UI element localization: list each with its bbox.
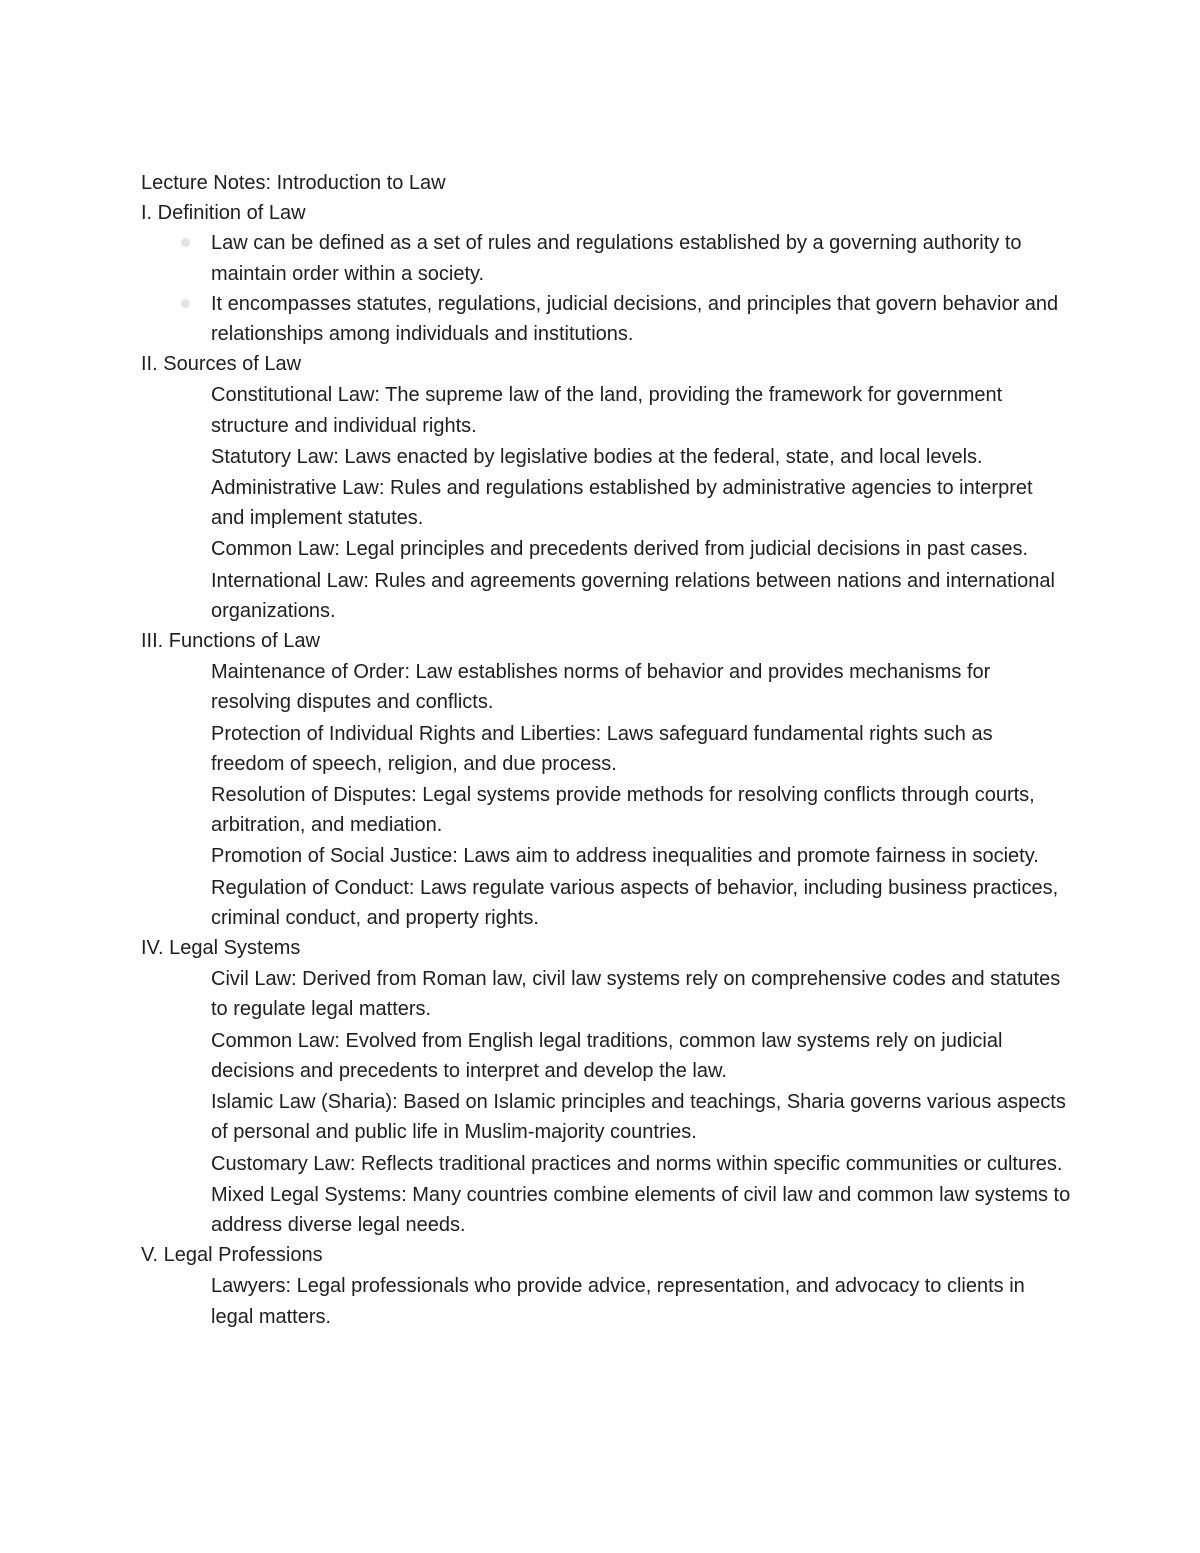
list-item: Promotion of Social Justice: Laws aim to address inequalities and promote fairness in society. [211,845,1039,868]
list-item: Common Law: Legal principles and precedents derived from judicial decisions in past cases. [211,538,1029,561]
item-list [141,1270,1071,1331]
section-definition-of-law [141,198,1071,349]
list-item: Customary Law: Reflects traditional practices and norms within specific communities or cultures. [211,1152,1063,1175]
section-heading: IV. Legal Systems [141,937,301,960]
bullet-item [141,228,1071,288]
section-heading: I. Definition of Law [141,202,306,225]
bullet-item [141,289,1071,349]
item-list [141,963,1071,1240]
item-list [141,379,1071,626]
list-item: Resolution of Disputes: Legal systems provide methods for resolving conflicts through courts, arbitration, and mediation. [211,784,1035,837]
section-functions-of-law [141,626,1071,933]
list-item: Constitutional Law: The supreme law of the land, providing the framework for government structure and individual rights. [211,384,1003,437]
document-title: Lecture Notes: Introduction to Law [141,172,446,194]
list-item: Statutory Law: Laws enacted by legislative bodies at the federal, state, and local levels. [211,445,983,468]
list-item: Protection of Individual Rights and Liberties: Laws safeguard fundamental rights such as freedom of speech, religion, and due process. [211,722,993,775]
list-item: Mixed Legal Systems: Many countries combine elements of civil law and common law systems to address diverse legal needs. [211,1183,1071,1236]
section-heading: V. Legal Professions [141,1244,323,1267]
section-legal-systems [141,933,1071,1240]
section-sources-of-law [141,349,1071,626]
list-item: Lawyers: Legal professionals who provide advice, representation, and advocacy to clients in legal matters. [211,1275,1025,1328]
list-item: Administrative Law: Rules and regulations established by administrative agencies to interpret and implement statutes. [211,477,1033,530]
section-heading: II. Sources of Law [141,353,302,376]
bullet-icon [181,299,190,308]
section-heading: III. Functions of Law [141,630,320,653]
document-page [141,168,1071,1332]
list-item: Civil Law: Derived from Roman law, civil law systems rely on comprehensive codes and statutes to regulate legal matters. [211,968,1061,1021]
list-item: Maintenance of Order: Law establishes norms of behavior and provides mechanisms for resolving disputes and conflicts. [211,661,991,714]
bullet-icon [181,238,190,247]
bullet-text: It encompasses statutes, regulations, judicial decisions, and principles that govern behavior and relationships among individuals and institutions. [211,292,1059,346]
list-item: Regulation of Conduct: Laws regulate various aspects of behavior, including business practices, criminal conduct, and property rights. [211,876,1059,929]
item-list [141,656,1071,933]
section-legal-professions [141,1240,1071,1332]
list-item: Islamic Law (Sharia): Based on Islamic principles and teachings, Sharia governs various aspects of personal and public life in Muslim-majority countries. [211,1091,1066,1144]
list-item: Common Law: Evolved from English legal traditions, common law systems rely on judicial decisions and precedents to interpret and develop the law. [211,1029,1003,1082]
bullet-list [141,228,1071,349]
bullet-text: Law can be defined as a set of rules and regulations established by a governing authority to maintain order within a society. [211,232,1022,285]
list-item: International Law: Rules and agreements governing relations between nations and international organizations. [211,569,1055,622]
